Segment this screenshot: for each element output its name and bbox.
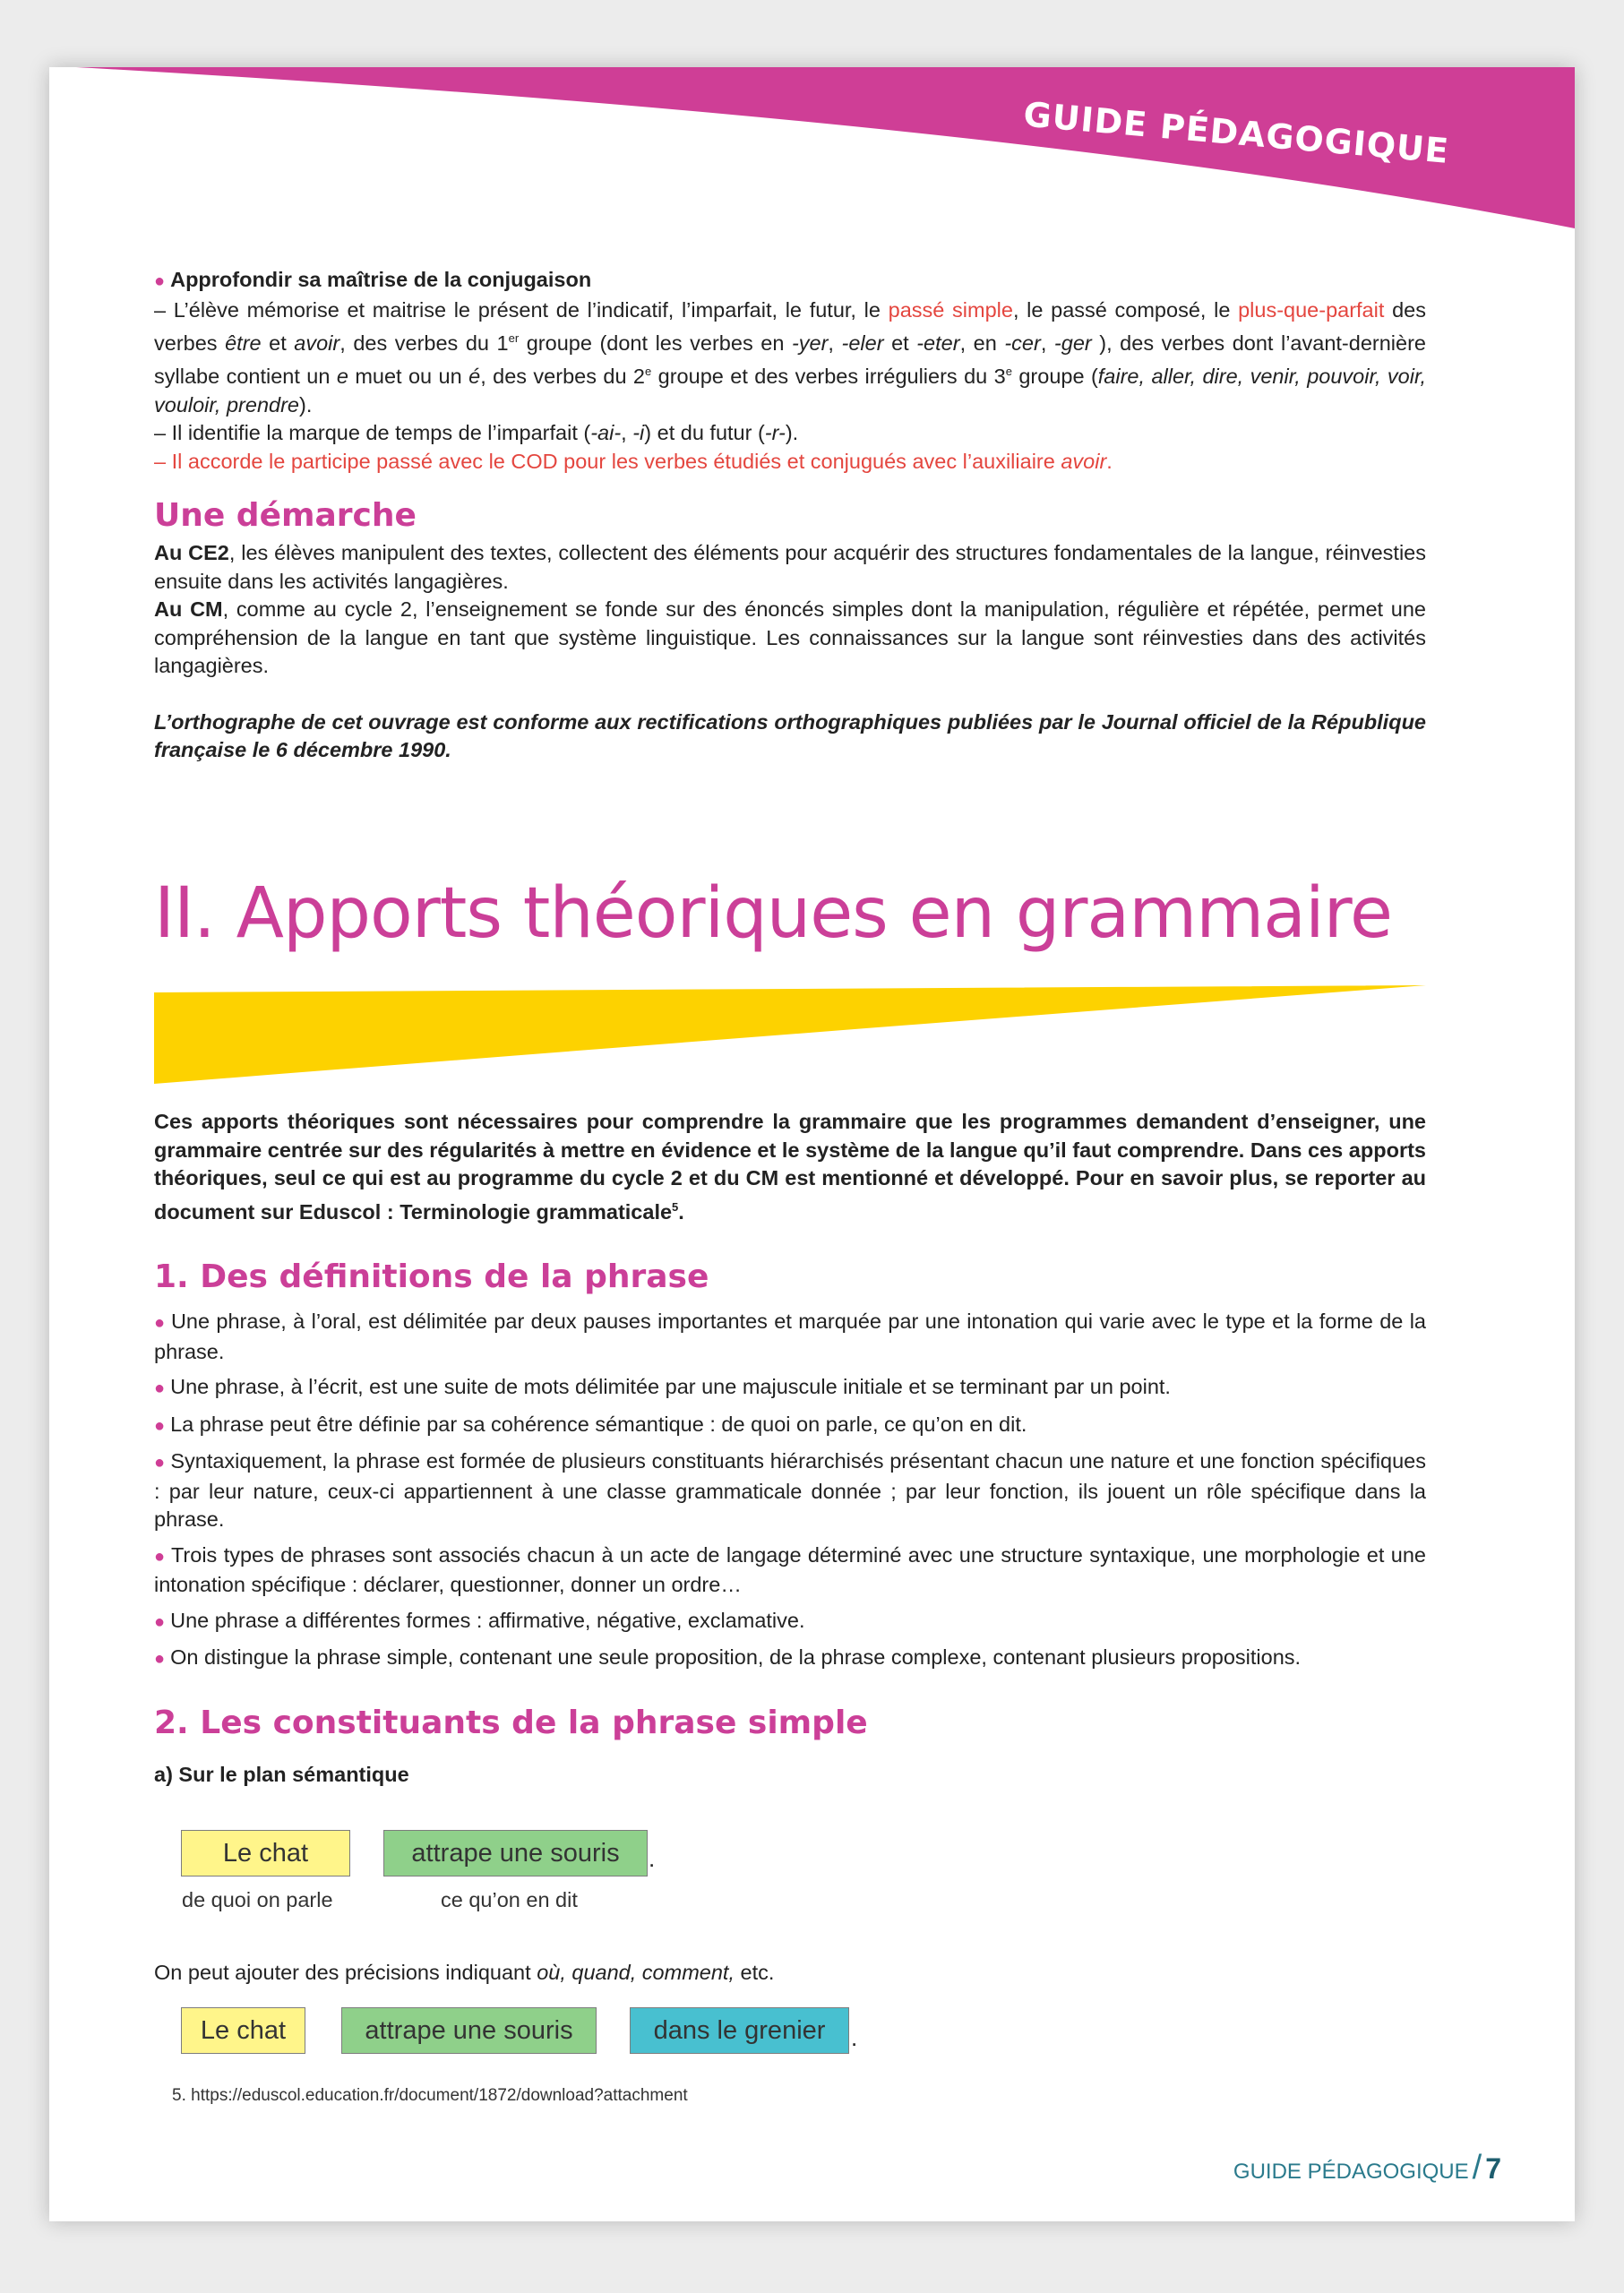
banner-title: GUIDE PÉDAGOGIQUE xyxy=(1022,94,1451,171)
section2-title: II. Apports théoriques en grammaire xyxy=(154,873,1392,954)
constituants-block xyxy=(154,1705,1426,1790)
example1-caption-predicate: ce qu’on en dit xyxy=(441,1888,578,1911)
bullet-icon: ● xyxy=(154,271,166,291)
demarche-p1: Au CE2, les élèves manipulent des textes, collectent des éléments pour acquérir des structures fondamentales de la langue, réinvesties ensuite dans les activités langagières. xyxy=(154,541,1426,593)
constituants-subheading: a) Sur le plan sémantique xyxy=(154,1763,409,1786)
conjugaison-line2: – Il identifie la marque de temps de l’imparfait (-ai-, -i) et du futur (-r-). xyxy=(154,421,799,445)
conjugaison-line3: – Il accorde le participe passé avec le COD pour les verbes étudiés et conjugués avec l’auxiliaire avoir. xyxy=(154,449,1113,473)
bullet-icon: ● xyxy=(154,1649,166,1669)
list-item: ● La phrase peut être définie par sa cohérence sémantique : de quoi on parle, ce qu’on en dit. xyxy=(154,1412,1027,1436)
section2-title-block xyxy=(154,873,1426,954)
list-item: ● On distingue la phrase simple, contenant une seule proposition, de la phrase complexe, contenant plusieurs propositions. xyxy=(154,1645,1302,1669)
bullet-icon: ● xyxy=(154,1453,166,1473)
footer-label: GUIDE PÉDAGOGIQUE xyxy=(1233,2160,1469,2184)
bullet-icon: ● xyxy=(154,1378,166,1398)
example2-subject-box: Le chat xyxy=(181,2007,305,2054)
list-item: ● Syntaxiquement, la phrase est formée de plusieurs constituants hiérarchisés présentant chacun une nature et une fonction spécifiques : par leur nature, ceux-ci appartiennent à une classe grammaticale donnée ; par leur fonction, ils jouent un rôle spécifique dans la phrase. xyxy=(154,1449,1426,1531)
example1-predicate-box: attrape une souris xyxy=(383,1830,648,1876)
list-item: ● Une phrase, à l’oral, est délimitée par deux pauses importantes et marquée par une intonation qui varie avec le type et la forme de la phrase. xyxy=(154,1310,1426,1363)
demarche-block xyxy=(154,497,1426,765)
bullet-icon: ● xyxy=(154,1611,166,1632)
footnote: 5. https://eduscol.education.fr/document/1872/download?attachment xyxy=(172,2086,688,2105)
orthographe-note: L’orthographe de cet ouvrage est conforme aux rectifications orthographiques publiées par le Journal officiel de la République française le 6 décembre 1990. xyxy=(154,709,1426,761)
footer-slash: / xyxy=(1472,2149,1482,2186)
section2-intro-block xyxy=(154,1108,1426,1226)
demarche-title: Une démarche xyxy=(154,497,417,534)
list-item: ● Trois types de phrases sont associés chacun à un acte de langage déterminé avec une structure syntaxique, une morphologie et une intonation spécifique : déclarer, questionner, donner un ordre… xyxy=(154,1542,1426,1596)
section2-intro: Ces apports théoriques sont nécessaires pour comprendre la grammaire que les programmes demandent d’enseigner, une grammaire centrée sur des régularités à mettre en évidence et le système de la langue qu’il faut comprendre. Dans ces apports théoriques, seul ce qui est au programme du cycle 2 et du CM est mentionné et développé. Pour en savoir plus, se reporter au document sur Eduscol : Terminologie grammaticale$^5$. xyxy=(154,1110,1426,1224)
definitions-block xyxy=(154,1258,1426,1681)
list-item: ● Une phrase, à l’écrit, est une suite de mots délimitée par une majuscule initiale et se terminant par un point. xyxy=(154,1375,1171,1398)
conjugaison-heading: ● Approfondir sa maîtrise de la conjugaison xyxy=(154,268,592,291)
example2-complement-box: dans le grenier xyxy=(630,2007,849,2054)
precisions-text: On peut ajouter des précisions indiquant où, quand, comment, etc. xyxy=(154,1961,775,1984)
example1-period: . xyxy=(649,1845,656,1872)
conjugaison-block xyxy=(154,266,1426,476)
yellow-stripe xyxy=(154,985,1426,1084)
example2-predicate-box: attrape une souris xyxy=(341,2007,597,2054)
bullet-icon: ● xyxy=(154,1313,166,1333)
example1-caption-subject: de quoi on parle xyxy=(182,1888,333,1911)
example1-subject-box: Le chat xyxy=(181,1830,350,1876)
definitions-list xyxy=(154,1308,1426,1674)
page-footer xyxy=(1233,2149,1501,2187)
page-number: 7 xyxy=(1485,2152,1501,2185)
conjugaison-line1: – L’élève mémorise et maitrise le présent de l’indicatif, l’imparfait, le futur, le passé simple, le passé composé, le plus-que-parfait des verbes être et avoir, des verbes du 1er groupe (dont les verbes en -yer, -eler et -eter, en -cer, -ger ), des verbes dont l’avant-dernière syllabe contient un e muet ou un é, des verbes du 2e groupe et des verbes irréguliers du 3e groupe (faire, aller, dire, venir, pouvoir, voir, vouloir, prendre). xyxy=(154,297,1427,417)
example2-period: . xyxy=(851,2024,858,2051)
document-page xyxy=(49,67,1575,2221)
bullet-icon: ● xyxy=(154,1415,166,1436)
list-item: ● Une phrase a différentes formes : affirmative, négative, exclamative. xyxy=(154,1608,805,1632)
demarche-p2: Au CM, comme au cycle 2, l’enseignement se fonde sur des énoncés simples dont la manipulation, régulière et répétée, permet une compréhension de la langue en tant que système linguistique. Les connaissances sur la langue sont réinvesties dans des activités langagières. xyxy=(154,597,1427,677)
constituants-title: 2. Les constituants de la phrase simple xyxy=(154,1705,868,1741)
definitions-title: 1. Des définitions de la phrase xyxy=(154,1258,709,1295)
bullet-icon: ● xyxy=(154,1546,166,1567)
